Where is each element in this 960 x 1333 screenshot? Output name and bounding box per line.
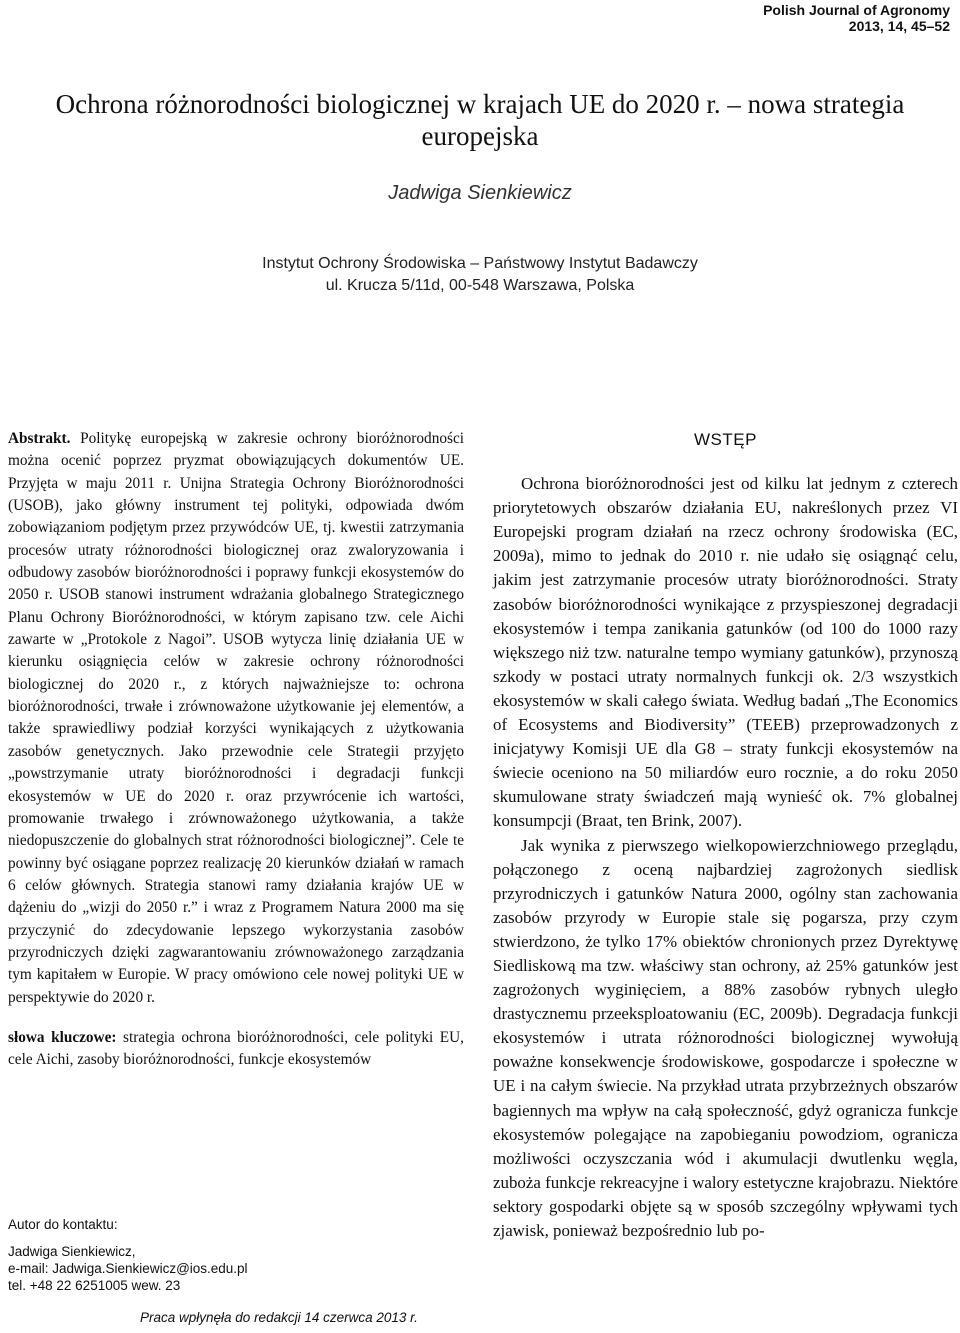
journal-header [763,2,950,34]
abstract [8,428,464,1009]
paper-title: Ochrona różnorodności biologicznej w krajach UE do 2020 r. – nowa strategia europejska [55,89,905,151]
abstract-text: Politykę europejską w zakresie ochrony bioróżnorodności można ocenić poprzez pryzmat obowiązujących dokumentów UE. Przyjęta w maju 2011 r. Unijna Strategia Ochrony Bioróżnorodności (USOB), jako główny instrument tej polityki, odpowiada dwóm zobowiązaniom podjętym przez przywódców UE, tj. kwestii zatrzymania procesów utraty różnorodności biologicznej oraz zwaloryzowania i odbudowy zasobów bioróżnorodności i poprawy funkcji ekosystemów do 2050 r. USOB stanowi instrument wdrażania globalnego Strategicznego Planu Ochrony Bioróżnorodności, w którym zapisano tzw. cele Aichi zawarte w „Protokole z Nagoi”. USOB wytycza linię działania UE w kierunku osiągnięcia celów w zakresie ochrony różnorodności biologicznej do 2020 r., z których najważniejsze to: ochrona bioróżnorodności, trwałe i zrównoważone użytkowanie jej elementów, a także sprawiedliwy podział korzyści wynikających z użytkowania zasobów genetycznych. Jako przewodnie cele Strategii przyjęto „powstrzymanie utraty bioróżnorodności i degradacji funkcji ekosystemów w UE do 2020 r. oraz przywrócenie ich wartości, promowanie trwałego i zrównoważonego użytkowania, a także niedopuszczenie do globalnych strat różnorodności biologicznej”. Cele te powinny być osiągane poprzez realizację 20 kierunków działań w ramach 6 celów głównych. Strategia stanowi ramy działania krajów UE w dążeniu do „wizji do 2050 r.” i wraz z Programem Natura 2000 ma się przyczynić do zdecydowanie lepszego wykorzystania zasobów przyrodniczych dzięki zagwarantowaniu zrównoważonego zarządzania tym kapitałem w Europie. W pracy omówiono cele nowej polityki UE w perspektywie do 2020 r. [8,430,464,1006]
journal-citation: 2013, 14, 45–52 [848,18,950,34]
abstract-label: Abstrakt. [8,430,71,447]
intro-paragraph-2: Jak wynika z pierwszego wielkopowierzchniowego przeglądu, połączonego z oceną najbardziej zagrożonych siedlisk przyrodniczych i gatunków Natura 2000, ogólny stan zachowania zasobów przyrody w Europie stale się pogarsza, przy czym stwierdzono, że tylko 17% obiektów chronionych przez Dyrektywę Siedliskową ma tzw. właściwy stan ochrony, aż 25% gatunków jest zagrożonych wyginięciem, a 88% zasobów rybnych uległo drastycznemu przeeksploatowaniu (EC, 2009b). Degradacja funkcji ekosystemów i utrata różnorodności biologicznej wywołują poważne konsekwencje środowiskowe, gospodarcze i społeczne w UE i na całym świecie. Na przykład utrata przybrzeżnych obszarów bagiennych ma wpływ na całą społeczność, gdyż ogranicza funkcje ekosystemów polegające na zapobieganiu powodziom, ogranicza możliwości oczyszczania wód i akumulacji dwutlenku węgla, zuboża funkcje rekreacyjne i walory estetyczne krajobrazu. Niektóre sektory gospodarki objęte są w sposób szczególny wpływami tych zjawisk, ponieważ bezpośrednio lub po- [493,835,958,1240]
journal-name: Polish Journal of Agronomy [763,2,950,18]
contact-phone: tel. +48 22 6251005 wew. 23 [8,1278,181,1293]
keywords-label: słowa kluczowe: [8,1028,117,1046]
contact-name: Jadwiga Sienkiewicz, [8,1244,136,1259]
received-date: Praca wpłynęła do redakcji 14 czerwca 2013 r. [140,1310,418,1325]
contact-label: Autor do kontaktu: [8,1217,118,1232]
author-name: Jadwiga Sienkiewicz [388,182,572,204]
abstract-column [8,428,464,1072]
introduction-column [493,428,958,1243]
contact-email: e-mail: Jadwiga.Sienkiewicz@ios.edu.pl [8,1261,248,1276]
affiliation-address: ul. Krucza 5/11d, 00-548 Warszawa, Polska [325,277,635,294]
keywords-text: strategia ochrona bioróżnorodności, cele polityki EU, cele Aichi, zasoby bioróżnorodności, funkcje ekosystemów [8,1028,465,1069]
contact-block [8,1216,248,1294]
affiliation-institute: Instytut Ochrony Środowiska – Państwowy Instytut Badawczy [262,255,698,272]
affiliation [0,253,960,297]
keywords [8,1027,464,1072]
section-heading: WSTĘP [694,430,757,449]
intro-paragraph-1: Ochrona bioróżnorodności jest od kilku lat jednym z czterech priorytetowych obszarów działania EU, nakreślonych przez VI Europejski program działań na rzecz ochrony środowiska (EC, 2009a), mimo to jednak do 2010 r. nie udało się osiągnąć celu, jakim jest zatrzymanie procesów utraty bioróżnorodności. Straty zasobów bioróżnorodności wynikające z przyspieszonej degradacji ekosystemów i tempa zanikania gatunków (od 100 do 1000 razy większego niż tzw. naturalne tempo wymiany gatunków), przynoszą szkody w postaci utraty normalnych funkcji ok. 2/3 wszystkich ekosystemów w skali całego świata. Według badań „The Economics of Ecosystems and Biodiversity” (TEEB) przeprowadzonych z inicjatywy Komisji UE dla G8 – straty funkcji ekosystemów na świecie oceniono na 50 miliardów euro rocznie, a do roku 2050 skumulowane straty świadczeń mają wynieść ok. 7% globalnej konsumpcji (Braat, ten Brink, 2007). [493,474,958,831]
